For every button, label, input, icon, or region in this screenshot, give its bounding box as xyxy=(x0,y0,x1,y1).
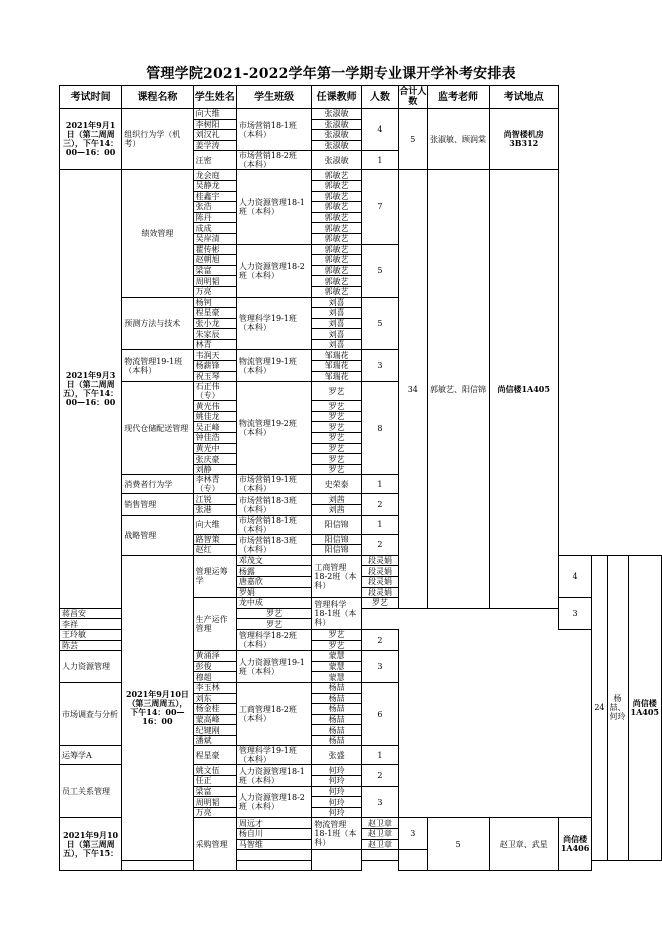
table-cell: 郭敏艺 xyxy=(312,265,361,276)
table-cell: 4 xyxy=(558,555,591,597)
table-cell: 朱家辰 xyxy=(193,329,236,340)
table-row xyxy=(60,515,662,534)
table-cell: 万亮 xyxy=(193,807,236,818)
table-cell: 蒙慧 xyxy=(312,661,361,672)
table-cell: 尚智楼机房3B312 xyxy=(489,109,558,170)
table-cell: 段灵娟 xyxy=(361,587,398,598)
table-cell: 2021年9月10日（第三周周五），下午15： xyxy=(60,818,122,871)
table-cell: 郭敏艺 xyxy=(312,212,361,223)
table-cell: 2 xyxy=(361,494,398,515)
table-cell: 黄光中 xyxy=(193,443,236,454)
table-cell: 张浩 xyxy=(193,202,236,213)
table-cell: 陈芸 xyxy=(60,640,122,651)
table-cell: 罗娟 xyxy=(236,587,311,598)
table-cell: 郭敏艺 xyxy=(312,180,361,191)
table-cell: 市场调查与分析 xyxy=(60,682,122,746)
table-cell: 李林青（专） xyxy=(193,475,236,494)
table-cell: 市场营销18-3班（本科） xyxy=(236,534,311,555)
table-cell: 人力资源管理18-2班（本科） xyxy=(236,244,311,297)
table-cell: 彭俊 xyxy=(193,661,236,672)
table-cell: 赵卫章 xyxy=(361,829,398,840)
table-cell: 郭敏艺 xyxy=(312,286,361,297)
table-cell: 管理科学18-2班（本科） xyxy=(236,629,311,650)
table-cell: 郭敏艺 xyxy=(312,170,361,181)
table-cell: 刘静 xyxy=(193,464,236,475)
table-cell xyxy=(236,850,311,861)
table-cell: 杨自川 xyxy=(236,829,311,840)
table-row xyxy=(60,494,662,505)
table-cell: 赵朝旭 xyxy=(193,255,236,266)
table-cell: 管理科学19-1班（本科） xyxy=(236,297,311,350)
table-cell: 周明韬 xyxy=(193,797,236,808)
table-cell: 郭敏艺 xyxy=(312,202,361,213)
table-cell: 桂鑫宇 xyxy=(193,191,236,202)
header-student-name: 学生姓名 xyxy=(193,86,236,109)
table-cell: 张港 xyxy=(193,505,236,516)
table-cell: 刘喜 xyxy=(312,308,361,319)
table-cell: 蒙慧 xyxy=(312,672,361,683)
table-cell xyxy=(236,860,311,871)
page-title: 管理学院2021-2022学年第一学期专业课开学补考安排表 xyxy=(146,66,516,82)
table-cell: 24 xyxy=(592,555,607,860)
table-cell: 段灵娟 xyxy=(361,566,398,577)
table-cell: 龙中成 xyxy=(236,598,311,609)
table-cell: 管理科学19-1班（本科） xyxy=(236,746,311,765)
table-cell: 程星豪 xyxy=(193,746,236,765)
table-cell: 罗艺 xyxy=(312,464,361,475)
table-cell: 罗艺 xyxy=(236,608,311,619)
table-cell: 刘喜 xyxy=(312,318,361,329)
table-cell: 刘汉礼 xyxy=(193,130,236,141)
table-cell: 姚文伍 xyxy=(193,765,236,776)
table-cell: 穆超 xyxy=(193,672,236,683)
table-cell: 向大维 xyxy=(193,109,236,120)
header-count: 人数 xyxy=(361,86,398,109)
table-cell: 段灵娟 xyxy=(361,555,398,566)
table-cell: 罗艺 xyxy=(312,411,361,422)
table-cell: 张淑敏 xyxy=(312,130,361,141)
table-cell: 唐嘉欣 xyxy=(236,576,311,587)
table-cell: 预测方法与技术 xyxy=(122,297,193,350)
table-cell: 员工关系管理 xyxy=(60,765,122,818)
header-row xyxy=(60,86,662,109)
header-total-count: 合计人数 xyxy=(399,87,427,107)
table-cell: 34 xyxy=(399,170,427,608)
table-body xyxy=(60,109,662,871)
table-cell: 2021年9月10日（第三周周五），下午14：00—16：00 xyxy=(122,555,193,860)
table-cell: 刘茜 xyxy=(312,505,361,516)
table-cell: 向大维 xyxy=(193,515,236,534)
table-cell: 3 xyxy=(361,786,398,818)
header-location: 考试地点 xyxy=(489,86,558,109)
table-cell: 吴静龙 xyxy=(193,180,236,191)
table-cell: 赵卫章 xyxy=(361,818,398,829)
table-cell: 罗艺 xyxy=(312,443,361,454)
table-cell: 何玲 xyxy=(312,807,361,818)
table-cell: 何玲 xyxy=(312,786,361,797)
table-cell: 段灵娟 xyxy=(361,576,398,587)
table-cell: 郭敏艺 xyxy=(312,191,361,202)
table-cell: 郭敏艺 xyxy=(312,244,361,255)
table-cell: 消费者行为学 xyxy=(122,475,193,494)
table-cell: 张淑敏 xyxy=(312,151,361,170)
table-cell: 5 xyxy=(427,818,489,871)
table-cell: 阳信锦 xyxy=(312,545,361,556)
table-cell: 韦润天 xyxy=(193,350,236,361)
table-cell: 郭敏艺 xyxy=(312,233,361,244)
table-cell: 5 xyxy=(361,297,398,350)
table-cell: 人力资源管理18-1班（本科） xyxy=(236,765,311,786)
table-cell: 阳信锦 xyxy=(312,515,361,534)
table-cell: 史荣泰 xyxy=(312,475,361,494)
table-cell: 邹瑞花 xyxy=(312,361,361,372)
table-cell: 杨喆 xyxy=(312,735,361,746)
table-cell: 尚信楼1A405 xyxy=(628,555,661,860)
table-cell: 人力资源管理18-2班（本科） xyxy=(236,786,311,818)
table-cell: 市场营销18-1班（本科） xyxy=(236,109,311,151)
table-cell: 1 xyxy=(361,475,398,494)
table-cell: 生产运作管理 xyxy=(193,598,236,651)
table-cell: 邹瑞花 xyxy=(312,350,361,361)
table-cell: 阳信锦 xyxy=(312,534,361,545)
table-cell: 市场营销19-1班（本科） xyxy=(236,475,311,494)
table-cell: 罗艺 xyxy=(312,640,361,651)
table-cell: 2 xyxy=(361,765,398,786)
table-cell: 物流管理19-2班（本科） xyxy=(236,382,311,475)
table-cell: 8 xyxy=(361,382,398,475)
table-cell: 刘喜 xyxy=(312,297,361,308)
table-cell: 市场营销18-1班（本科） xyxy=(236,515,311,534)
table-cell: 张庆豪 xyxy=(193,454,236,465)
table-cell: 罗艺 xyxy=(312,629,361,640)
table-cell: 杨金桂 xyxy=(193,704,236,715)
table-cell: 现代仓储配送管理 xyxy=(122,382,193,475)
table-cell: 梁富 xyxy=(193,265,236,276)
table-cell: 工商管理18-2班（本科） xyxy=(312,555,361,597)
table-cell: 邓茂文 xyxy=(236,555,311,566)
table-cell: 张淑敏 xyxy=(312,119,361,130)
table-cell: 石正伟（专） xyxy=(193,382,236,401)
table-cell xyxy=(312,850,361,871)
table-cell: 采购管理 xyxy=(193,818,236,871)
table-cell: 4 xyxy=(361,109,398,151)
table-cell: 3 xyxy=(361,651,398,683)
table-cell: 管理科学18-1班（本科） xyxy=(312,598,361,630)
table-cell: 罗艺 xyxy=(312,422,361,433)
header-course-name: 课程名称 xyxy=(122,86,193,109)
table-cell: 尚信楼1A405 xyxy=(489,170,558,608)
table-cell: 钟佳浩 xyxy=(193,433,236,444)
table-row xyxy=(60,297,662,308)
table-cell: 汪密 xyxy=(193,151,236,170)
table-cell: 马智维 xyxy=(236,839,311,850)
table-cell: 3 xyxy=(361,350,398,382)
table-cell: 李树阳 xyxy=(193,119,236,130)
table-cell: 赵卫章、武星 xyxy=(489,818,558,871)
table-cell: 何玲 xyxy=(312,765,361,776)
table-cell: 程星豪 xyxy=(193,308,236,319)
table-cell: 3 xyxy=(558,598,591,630)
table-row xyxy=(60,382,662,401)
header-invigilator: 监考老师 xyxy=(427,86,489,109)
table-cell: 蒋昌安 xyxy=(60,608,122,619)
table-cell: 2 xyxy=(361,629,398,650)
table-cell: 罗艺 xyxy=(236,619,311,630)
table-cell: 姚佳龙 xyxy=(193,411,236,422)
table-cell: 杨喆、何玲 xyxy=(607,555,628,860)
table-cell: 1 xyxy=(361,746,398,765)
header-teacher: 任课教师 xyxy=(312,86,361,109)
table-cell: 成成 xyxy=(193,223,236,234)
table-cell: 蒙慧 xyxy=(312,651,361,662)
table-cell: 5 xyxy=(361,244,398,297)
table-cell: 吴正峰 xyxy=(193,422,236,433)
table-cell: 蒙高峰 xyxy=(193,714,236,725)
table-cell: 万亮 xyxy=(193,286,236,297)
table-cell: 人力资源管理 xyxy=(60,651,122,683)
table-cell: 张淑敏、顾润棠 xyxy=(427,109,489,170)
table-cell: 郭敏艺 xyxy=(312,255,361,266)
table-cell xyxy=(361,850,398,861)
table-cell: 李祥 xyxy=(60,619,122,630)
table-cell: 罗艺 xyxy=(312,454,361,465)
table-cell: 张小龙 xyxy=(193,318,236,329)
table-cell: 张淑敏 xyxy=(312,109,361,120)
table-cell: 刘喜 xyxy=(312,329,361,340)
table-cell: 6 xyxy=(361,682,398,746)
table-cell: 人力资源管理19-1班（本科） xyxy=(236,651,311,683)
table-cell: 赵卫章 xyxy=(361,839,398,850)
table-cell: 杨喆 xyxy=(312,725,361,736)
table-cell: 郭敏艺、阳信锦 xyxy=(427,170,489,608)
header-exam-time: 考试时间 xyxy=(60,86,122,109)
table-cell: 刘喜 xyxy=(312,339,361,350)
table-cell: 何玲 xyxy=(312,776,361,787)
table-cell: 王玲敏 xyxy=(60,629,122,640)
table-cell: 任正 xyxy=(193,776,236,787)
table-cell: 3 xyxy=(399,818,427,850)
table-cell: 罗艺 xyxy=(312,433,361,444)
table-cell: 周明韬 xyxy=(193,276,236,287)
table-cell: 2021年9月1日（第二周周三），下午14：00—16：00 xyxy=(60,109,122,170)
table-cell: 1 xyxy=(361,515,398,534)
table-cell: 黄涌泽 xyxy=(193,651,236,662)
table-cell: 物流管理18-1班（本科） xyxy=(312,818,361,850)
table-cell: 黄光伟 xyxy=(193,401,236,412)
table-cell: 7 xyxy=(361,170,398,244)
table-cell: 战略管理 xyxy=(122,515,193,555)
table-cell: 郭敏艺 xyxy=(312,223,361,234)
table-cell: 刘茜 xyxy=(312,494,361,505)
table-row xyxy=(60,555,662,566)
table-cell: 2 xyxy=(361,534,398,555)
table-row xyxy=(60,109,662,120)
table-cell: 绩效管理 xyxy=(122,170,193,297)
table-cell: 吴岸清 xyxy=(193,233,236,244)
table-cell: 张盛 xyxy=(312,746,361,765)
table-row xyxy=(60,350,662,361)
table-cell: 赵红 xyxy=(193,545,236,556)
table-cell: 市场营销18-2班（本科） xyxy=(236,151,311,170)
table-cell: 管理运筹学 xyxy=(193,555,236,597)
table-cell: 江锐 xyxy=(193,494,236,505)
header-student-class: 学生班级 xyxy=(236,86,311,109)
table-cell: 郭敏艺 xyxy=(312,276,361,287)
table-cell: 祝玉琴 xyxy=(193,371,236,382)
table-cell: 人力资源管理18-1班（本科） xyxy=(236,170,311,244)
table-cell: 陈丹 xyxy=(193,212,236,223)
table-cell: 李玉林 xyxy=(193,682,236,693)
table-cell: 杨薪锋 xyxy=(193,361,236,372)
table-cell: 潘斌 xyxy=(193,735,236,746)
table-cell: 何玲 xyxy=(312,797,361,808)
table-cell: 龙会庭 xyxy=(193,170,236,181)
table-cell: 杨钶 xyxy=(193,297,236,308)
table-cell: 罗艺 xyxy=(312,401,361,412)
table-cell: 刘东 xyxy=(193,693,236,704)
table-cell: 罗艺 xyxy=(312,382,361,401)
table-cell: 林青 xyxy=(193,339,236,350)
table-cell: 张淑敏 xyxy=(312,140,361,151)
table-cell: 梁富 xyxy=(193,786,236,797)
table-cell: 市场营销18-3班（本科） xyxy=(236,494,311,515)
table-row xyxy=(60,170,662,181)
table-cell: 工商管理18-2班（本科） xyxy=(236,682,311,746)
table-cell: 组织行为学（机考） xyxy=(122,109,193,170)
table-cell: 2021年9月3日（第二周周五），下午14：00—16：00 xyxy=(60,170,122,608)
table-cell: 杨喆 xyxy=(312,714,361,725)
table-cell: 销售管理 xyxy=(122,494,193,515)
table-cell: 1 xyxy=(361,151,398,170)
table-cell: 物流管理19-1班（本科） xyxy=(122,350,193,382)
table-cell: 运筹学A xyxy=(60,746,122,765)
table-cell xyxy=(399,850,427,871)
table-cell: 路智策 xyxy=(193,534,236,545)
table-cell: 杨露 xyxy=(236,566,311,577)
table-cell: 姜学涛 xyxy=(193,140,236,151)
table-cell: 纪键刚 xyxy=(193,725,236,736)
table-cell: 杨喆 xyxy=(312,693,361,704)
table-cell: 周远才 xyxy=(236,818,311,829)
table-cell: 邹瑞花 xyxy=(312,371,361,382)
table-cell: 物流管理19-1班（本科） xyxy=(236,350,311,382)
table-cell: 杨喆 xyxy=(312,682,361,693)
exam-schedule-table xyxy=(59,85,662,871)
table-cell: 5 xyxy=(399,109,427,170)
table-cell: 罗艺 xyxy=(361,598,398,609)
table-cell xyxy=(122,860,193,871)
table-cell: 尚信楼1A406 xyxy=(558,818,591,871)
table-cell: 杨喆 xyxy=(312,704,361,715)
table-row xyxy=(60,475,662,494)
table-cell: 瞿传彬 xyxy=(193,244,236,255)
